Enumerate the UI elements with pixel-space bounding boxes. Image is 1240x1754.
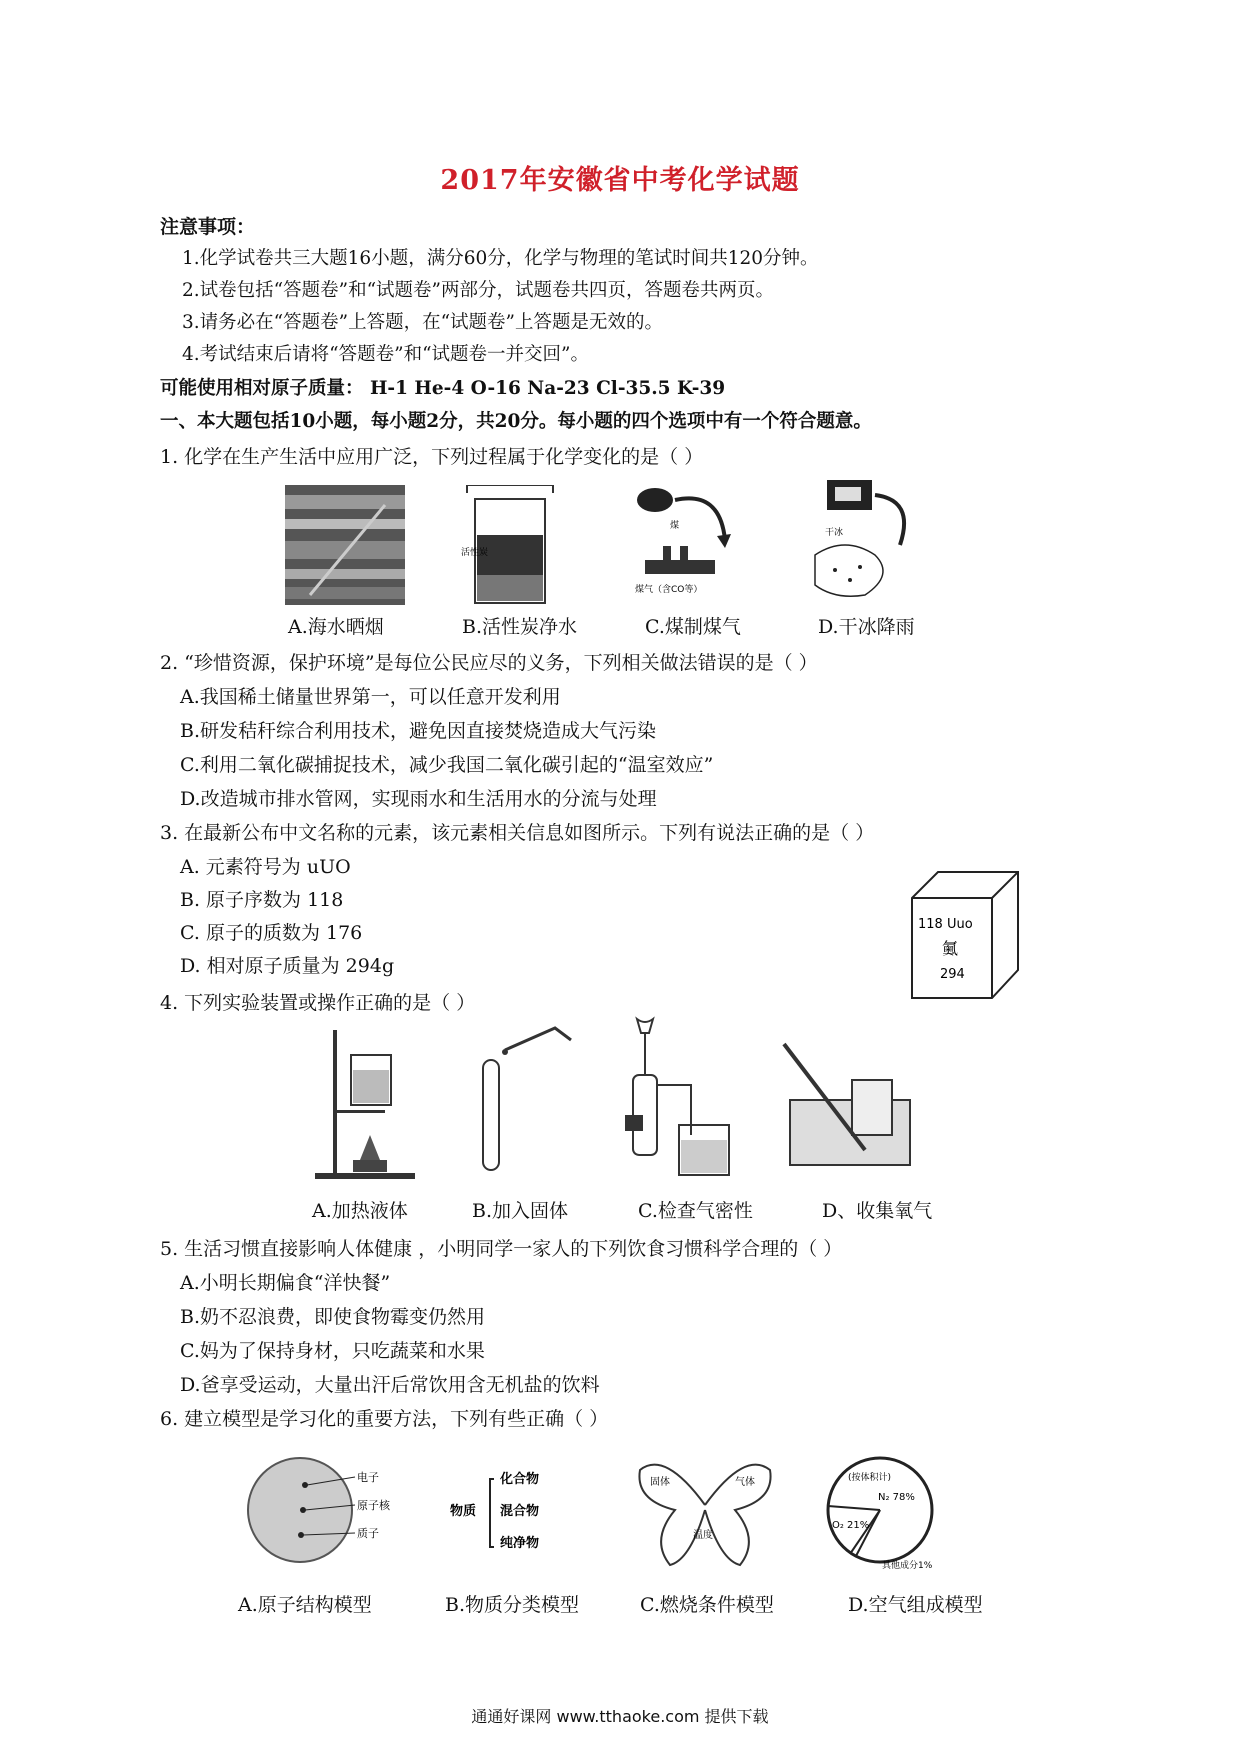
q5-option-c: C.妈为了保持身材，只吃蔬菜和水果 [180,1340,485,1362]
notice-item: 4.考试结束后请将“答题卷”和“试题卷一并交回”。 [182,344,589,365]
combustion-conditions-model [635,1450,775,1570]
question-4-stem: 4. 下列实验装置或操作正确的是（ ） [160,992,476,1014]
atomic-masses: 可能使用相对原子质量： H-1 He-4 O-16 Na-23 Cl-35.5 K-39 [160,378,726,399]
notice-item: 3.请务必在“答题卷”上答题，在“试题卷”上答题是无效的。 [182,312,663,333]
label-mixture: 混合物 [500,1504,540,1519]
question-3-stem: 3. 在最新公布中文名称的元素，该元素相关信息如图所示。下列有说法正确的是（ ） [160,822,875,844]
activated-carbon-filter [455,485,565,605]
question-2-stem: 2. “珍惜资源，保护环境”是每位公民应尽的义务，下列相关做法错误的是（ ） [160,652,818,674]
label-pure-substance: 纯净物 [500,1536,540,1551]
q6-option-d: D.空气组成模型 [848,1594,983,1616]
label-electron: 电子 [357,1471,379,1484]
page-footer: 通通好课网 www.tthaoke.com 提供下载 [471,1707,769,1726]
dry-ice-label: 干冰 [825,528,844,538]
q3-option-a: A. 元素符号为 uUO [180,856,351,878]
q2-option-d: D.改造城市排水管网，实现雨水和生活用水的分流与处理 [180,788,657,810]
q3-option-b: B. 原子序数为 118 [180,889,344,911]
notice-item: 2.试卷包括“答题卷”和“试题卷”两部分，试题卷共四页，答题卷共两页。 [182,280,774,301]
oxygen-collection-setup [780,1040,920,1170]
q4-option-b: B.加入固体 [472,1200,569,1222]
dry-ice-rain-diagram [805,475,930,605]
adding-solid-setup [475,1020,585,1180]
question-6-stem: 6. 建立模型是学习化的重要方法，下列有些正确（ ） [160,1408,609,1430]
label-n2: N₂ 78% [878,1492,915,1503]
filter-label: 活性炭 [461,548,489,558]
coal-gas-diagram [625,480,745,605]
element-number-symbol: 118 Uuo [918,917,973,932]
label-other-components: 其他成分1% [882,1561,933,1571]
element-name: 鿫 [942,939,959,958]
q4-option-d: D、收集氧气 [822,1200,933,1222]
air-composition-model [820,1450,970,1575]
element-card [910,870,1020,1000]
label-temperature: 温度 [693,1530,713,1541]
section-heading: 一、本大题包括10小题，每小题2分，共20分。每小题的四个选项中有一个符合题意。 [160,411,872,432]
label-substance: 物质 [450,1504,477,1519]
q2-option-c: C.利用二氧化碳捕捉技术，减少我国二氧化碳引起的“温室效应” [180,754,714,776]
label-compound: 化合物 [500,1472,540,1487]
coal-label: 煤 [670,521,680,531]
label-o2: O₂ 21% [832,1520,870,1531]
q6-option-b: B.物质分类模型 [445,1594,580,1616]
notice-heading: 注意事项： [160,216,256,238]
label-gas: 气体 [735,1477,755,1488]
page-title: 2017年安徽省中考化学试题 [440,165,800,196]
q5-option-b: B.奶不忍浪费，即使食物霉变仍然用 [180,1306,486,1328]
q6-option-a: A.原子结构模型 [238,1594,372,1616]
q2-option-a: A.我国稀土储量世界第一，可以任意开发利用 [180,686,561,708]
q3-option-c: C. 原子的质数为 176 [180,922,363,944]
sea-salt-photo [285,485,405,605]
q5-option-d: D.爸享受运动，大量出汗后常饮用含无机盐的饮料 [180,1374,600,1396]
q4-option-c: C.检查气密性 [638,1200,753,1222]
q1-option-b: B.活性炭净水 [462,616,578,638]
q3-option-d: D. 相对原子质量为 294g [180,955,395,977]
q2-option-b: B.研发秸秆综合利用技术，避免因直接焚烧造成大气污染 [180,720,657,742]
question-5-stem: 5. 生活习惯直接影响人体健康 ，小明同学一家人的下列饮食习惯科学合理的（ ） [160,1238,843,1260]
q1-option-a: A.海水晒烟 [288,616,384,638]
notice-item: 1.化学试卷共三大题16小题，满分60分，化学与物理的笔试时间共120分钟。 [182,248,819,269]
element-mass: 294 [940,967,965,982]
q1-option-c: C.煤制煤气 [645,616,741,638]
heating-liquid-setup [315,1025,425,1180]
airtightness-check-setup [625,1015,755,1180]
atomic-structure-model [245,1455,415,1565]
question-1-stem: 1. 化学在生产生活中应用广泛，下列过程属于化学变化的是（ ） [160,446,704,468]
label-nucleus: 原子核 [357,1499,390,1512]
q4-option-a: A.加热液体 [312,1200,408,1222]
label-by-volume: (按体积计) [848,1473,892,1483]
q6-option-c: C.燃烧条件模型 [640,1594,774,1616]
label-solid: 固体 [650,1477,670,1488]
label-proton: 质子 [357,1527,379,1540]
q5-option-a: A.小明长期偏食“洋快餐” [180,1272,391,1294]
coal-gas-label: 煤气（含CO等） [635,585,703,595]
substance-classification-model [450,1455,590,1565]
q1-option-d: D.干冰降雨 [818,616,915,638]
